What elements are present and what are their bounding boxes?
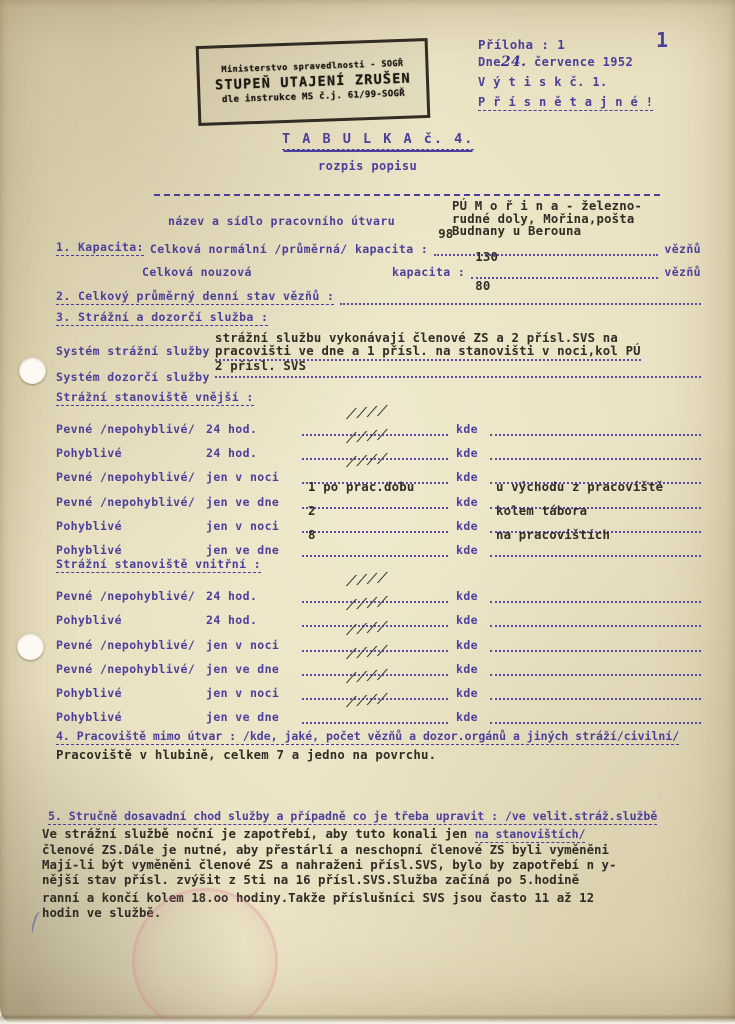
capacity-row-emergency — [56, 250, 701, 293]
outer-post-row — [56, 528, 701, 557]
dotted-leader — [340, 289, 701, 305]
inner-posts-heading: Strážní stanoviště vnitřní : — [56, 557, 262, 571]
tally-mark: //// — [343, 426, 392, 447]
workplaces-heading: 4. Pracoviště mimo útvar : /kde, jaké, počet vězňů a dozor.orgánů a jiných stráží/civilní/ — [56, 729, 680, 743]
date-prefix: Dne — [478, 55, 501, 69]
org-value — [452, 200, 642, 238]
dotted-leader — [302, 528, 448, 557]
dotted-leader — [302, 480, 448, 509]
report-line-text: Ve strážní službě noční je zapotřebí, aby tuto konali jen — [42, 826, 468, 841]
secrecy-label: P ř í s n ě t a j n é ! — [478, 95, 654, 109]
post-type: Pevné /nepohyblivé/ — [56, 589, 196, 603]
kde-label: kde — [456, 589, 478, 603]
punch-hole-top — [19, 357, 46, 384]
post-value: 2 — [308, 504, 316, 518]
faint-round-stamp — [132, 888, 278, 1024]
tally-mark: //// — [343, 642, 392, 663]
page-number: 1 — [656, 28, 669, 52]
report-line — [42, 826, 616, 842]
kde-label: kde — [456, 662, 478, 676]
watch-system-label: Systém dozorčí služby — [56, 370, 210, 384]
dotted-leader — [490, 587, 701, 603]
dotted-leader — [471, 250, 658, 293]
post-time: jen ve dne — [206, 543, 280, 557]
post-type: Pevné /nepohyblivé/ — [56, 638, 196, 652]
daily-count-row — [56, 283, 701, 305]
capacity-emergency-value-below: 80 — [475, 279, 491, 293]
report-line: Mají-li být vyměněni členové ZS a nahraženi přísl.SVS, bylo by zapotřebí n y- — [42, 857, 617, 872]
post-time: jen ve dne — [206, 495, 280, 509]
dotted-leader — [490, 611, 701, 627]
post-time: jen ve dne — [206, 710, 280, 724]
org-label: název a sídlo pracovního útvaru — [168, 214, 396, 228]
post-value: 1 po prac.dobu — [308, 480, 415, 494]
dotted-leader — [490, 444, 701, 460]
post-value: 8 — [308, 528, 316, 542]
tally-mark: //// — [343, 450, 392, 471]
capacity-normal-label: Celková normální /průměrná/ kapacita : — [149, 242, 429, 256]
capacity-emergency-unit: vězňů — [664, 265, 701, 279]
capacity-emergency-label2: kapacita : — [392, 265, 466, 279]
tally-mark: //// — [343, 402, 392, 423]
guard-service-heading: 3. Strážní a dozorčí služba : — [56, 310, 269, 324]
outer-post-row — [56, 480, 701, 509]
report-line: členové ZS.Dále je nutné, aby přestárlí a neschopní členové ZS byli vyměněni — [42, 842, 609, 857]
post-where: u východu z pracoviště — [496, 480, 664, 494]
date-line — [478, 56, 653, 69]
post-time: 24 hod. — [206, 589, 258, 603]
guard-system-label: Systém strážní služby — [56, 344, 210, 358]
post-type: Pohyblivé — [56, 613, 122, 627]
kde-label: kde — [456, 638, 478, 652]
date-handwritten: 24. — [500, 54, 527, 70]
capacity-label: 1. Kapacita: — [56, 240, 144, 254]
kde-label: kde — [456, 446, 478, 460]
tally-mark: //// — [343, 690, 392, 711]
post-type: Pevné /nepohyblivé/ — [56, 495, 196, 509]
document-subtitle: rozpis popisu — [318, 159, 418, 173]
report-line: nější stav přísl. zvýšit z 5ti na 16 přísl.SVS.Služba začíná po 5.hodině — [42, 872, 580, 887]
post-time: jen v noci — [206, 686, 280, 700]
header-block — [478, 38, 653, 111]
post-type: Pevné /nepohyblivé/ — [56, 422, 196, 436]
pencil-mark — [30, 911, 46, 935]
dotted-leader — [302, 690, 448, 724]
attachment-label: Příloha : 1 — [478, 37, 566, 52]
guard-system-value1: strážní službu vykonávají členové ZS a 2 přísl.SVS na — [215, 331, 618, 345]
post-time: jen ve dne — [206, 662, 280, 676]
post-time: jen v noci — [206, 519, 280, 533]
dotted-leader — [490, 684, 701, 700]
kde-label: kde — [456, 543, 478, 557]
dotted-leader — [490, 636, 701, 652]
kde-label: kde — [456, 519, 478, 533]
post-type: Pevné /nepohyblivé/ — [56, 470, 196, 484]
post-type: Pohyblivé — [56, 519, 122, 533]
tally-mark: //// — [343, 593, 392, 614]
capacity-normal-unit: vězňů — [664, 242, 701, 256]
workplaces-answer: Pracoviště v hlubině, celkem 7 a jedno na povrchu. — [56, 748, 437, 762]
outer-posts-heading: Strážní stanoviště vnější : — [56, 390, 254, 404]
declassification-stamp — [196, 38, 431, 126]
report-heading: 5. Stručně dosavadní chod služby a případně co je třeba upravit : /ve velit.stráž.službě — [48, 809, 658, 823]
date-rest: července 1952 — [534, 55, 634, 69]
kde-label: kde — [456, 686, 478, 700]
tally-mark: //// — [343, 618, 392, 639]
daily-count-label: 2. Celkový průměrný denní stav vězňů : — [56, 289, 335, 303]
post-time: jen v noci — [206, 638, 280, 652]
dotted-leader — [490, 420, 701, 436]
document-title: T A B U L K A č. 4. — [282, 131, 474, 150]
post-where: na pracovištích — [496, 528, 611, 542]
post-type: Pohyblivé — [56, 686, 122, 700]
post-time: 24 hod. — [206, 613, 258, 627]
kde-label: kde — [456, 470, 478, 484]
kde-label: kde — [456, 613, 478, 627]
org-value-line1: PÚ M o ř i n a - železno- — [452, 199, 643, 213]
post-type: Pevné /nepohyblivé/ — [56, 662, 196, 676]
report-body — [42, 826, 616, 920]
dotted-leader — [490, 660, 701, 676]
report-heading-continued: na stanovištích/ — [474, 827, 586, 841]
capacity-normal-value: 98 — [438, 227, 454, 241]
watch-system-value: 2 přísl. SVS — [215, 359, 307, 373]
tally-mark: //// — [343, 569, 392, 590]
stamp-line1: Ministerstvo spravedlnosti - SOGŘ — [221, 58, 404, 76]
kde-label: kde — [456, 710, 478, 724]
capacity-emergency-label: Celková nouzová — [142, 265, 252, 279]
post-time: 24 hod. — [206, 422, 258, 436]
post-type: Pohyblivé — [56, 710, 122, 724]
punch-hole-bottom — [17, 633, 44, 660]
org-value-line3: Budnany u Berouna — [452, 224, 582, 238]
dotted-leader — [490, 528, 701, 557]
org-value-line2: rudné doly, Mořina,pošta — [452, 211, 635, 226]
report-line: ranní a končí kolem 18.oo hodiny.Takže příslušníci SVS jsou často 11 až 12 — [42, 890, 595, 905]
capacity-emergency-value: 130 — [475, 250, 499, 264]
post-type: Pohyblivé — [56, 543, 122, 557]
post-time: jen v noci — [206, 470, 280, 484]
post-type: Pohyblivé — [56, 446, 122, 460]
post-where: kolem tábora — [496, 504, 588, 518]
kde-label: kde — [456, 422, 478, 436]
kde-label: kde — [456, 495, 478, 509]
tally-mark: //// — [343, 666, 392, 687]
dotted-leader — [215, 366, 701, 378]
copy-number: V ý t i s k č. 1. — [478, 75, 608, 89]
post-time: 24 hod. — [206, 446, 258, 460]
dotted-leader — [490, 708, 701, 724]
horizontal-rule — [154, 194, 660, 196]
stamp-line3: dle instrukce MS č.j. 61/99-SOGŘ — [221, 88, 406, 106]
guard-system-value2: pracovišti ve dne a 1 přísl. na stanovišti v noci,kol PÚ — [215, 344, 641, 361]
stamp-line2: STUPEŇ UTAJENÍ ZRUŠEN — [214, 70, 412, 94]
report-line: hodin ve službě. — [42, 905, 162, 920]
dotted-leader — [302, 504, 448, 533]
